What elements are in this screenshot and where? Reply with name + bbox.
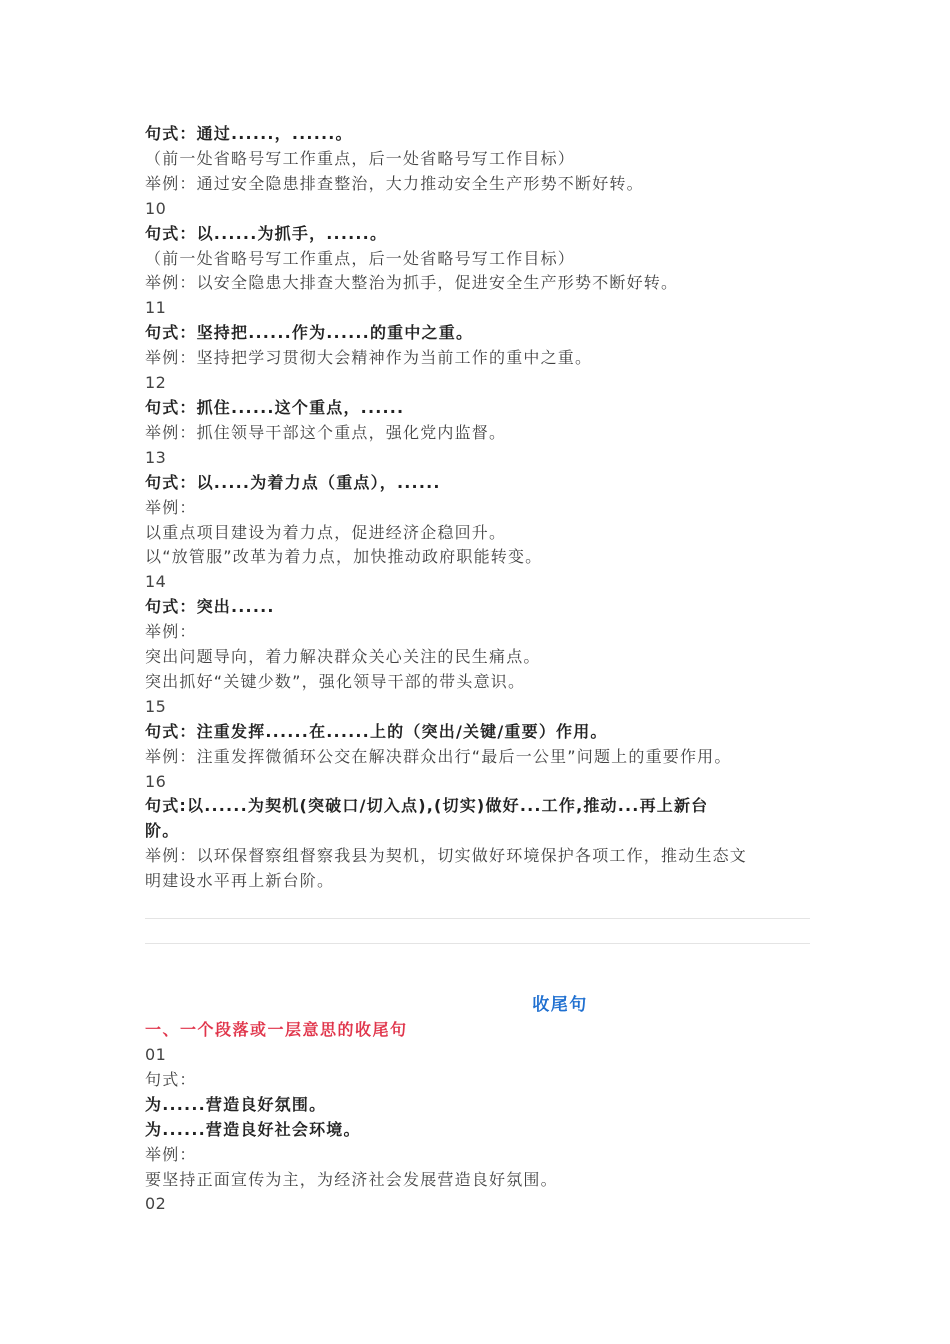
pattern-line: 阶。 (145, 821, 180, 841)
text-line: 明建设水平再上新台阶。 (145, 871, 335, 891)
text-line: （前一处省略号写工作重点，后一处省略号写工作目标） (145, 148, 576, 168)
text-line: 以“放管服”改革为着力点，加快推动政府职能转变。 (145, 547, 543, 567)
text-line: 突出问题导向，着力解决群众关心关注的民生痛点。 (145, 647, 541, 667)
document-page (145, 122, 810, 1217)
text-line: 要坚持正面宣传为主，为经济社会发展营造良好氛围。 (145, 1169, 558, 1189)
item-number: 11 (145, 298, 167, 318)
text-line: 句式： (145, 1069, 197, 1089)
pattern-line: 为......营造良好社会环境。 (145, 1119, 361, 1139)
pattern-line: 句式：坚持把......作为......的重中之重。 (145, 323, 474, 343)
pattern-line: 句式：注重发挥......在......上的（突出/关键/重要）作用。 (145, 721, 608, 741)
item-number: 14 (145, 572, 167, 592)
closing-sentence-list (145, 1043, 810, 1217)
item-number: 01 (145, 1045, 167, 1064)
text-line: 举例：抓住领导干部这个重点，强化党内监督。 (145, 422, 507, 442)
pattern-line: 为......营造良好氛围。 (145, 1094, 327, 1114)
item-number: 12 (145, 373, 167, 393)
sentence-patterns-list (145, 122, 810, 894)
item-number: 02 (145, 1194, 167, 1214)
pattern-line: 句式：抓住......这个重点，...... (145, 397, 405, 417)
item-number: 15 (145, 696, 167, 716)
text-line: 举例：注重发挥微循环公交在解决群众出行“最后一公里”问题上的重要作用。 (145, 746, 732, 766)
text-line: （前一处省略号写工作重点，后一处省略号写工作目标） (145, 248, 576, 268)
text-line: 突出抓好“关键少数”，强化领导干部的带头意识。 (145, 671, 526, 691)
text-line: 举例： (145, 497, 197, 517)
subsection-title: 一、一个段落或一层意思的收尾句 (145, 1020, 408, 1040)
divider-line (145, 943, 810, 944)
pattern-line: 句式:以......为契机(突破口/切入点),(切实)做好...工作,推动...再上新台 (145, 796, 709, 816)
pattern-line: 句式：以......为抓手，......。 (145, 223, 388, 243)
text-line: 以重点项目建设为着力点，促进经济企稳回升。 (145, 522, 507, 542)
pattern-line: 句式：突出...... (145, 597, 275, 617)
item-number: 13 (145, 447, 167, 467)
text-line: 举例：以环保督察组督察我县为契机，切实做好环境保护各项工作，推动生态文 (145, 846, 748, 866)
text-line: 举例： (145, 622, 197, 642)
pattern-line: 句式：以.....为着力点（重点），...... (145, 472, 441, 492)
text-line: 举例：通过安全隐患排查整治，大力推动安全生产形势不断好转。 (145, 173, 644, 193)
section-title: 收尾句 (532, 995, 588, 1016)
divider-line (145, 918, 810, 919)
item-number: 10 (145, 198, 167, 218)
pattern-line: 句式：通过......，......。 (145, 124, 353, 143)
item-number: 16 (145, 771, 167, 791)
text-line: 举例：坚持把学习贯彻大会精神作为当前工作的重中之重。 (145, 348, 593, 368)
text-line: 举例： (145, 1144, 197, 1164)
text-line: 举例：以安全隐患大排查大整治为抓手，促进安全生产形势不断好转。 (145, 273, 679, 293)
